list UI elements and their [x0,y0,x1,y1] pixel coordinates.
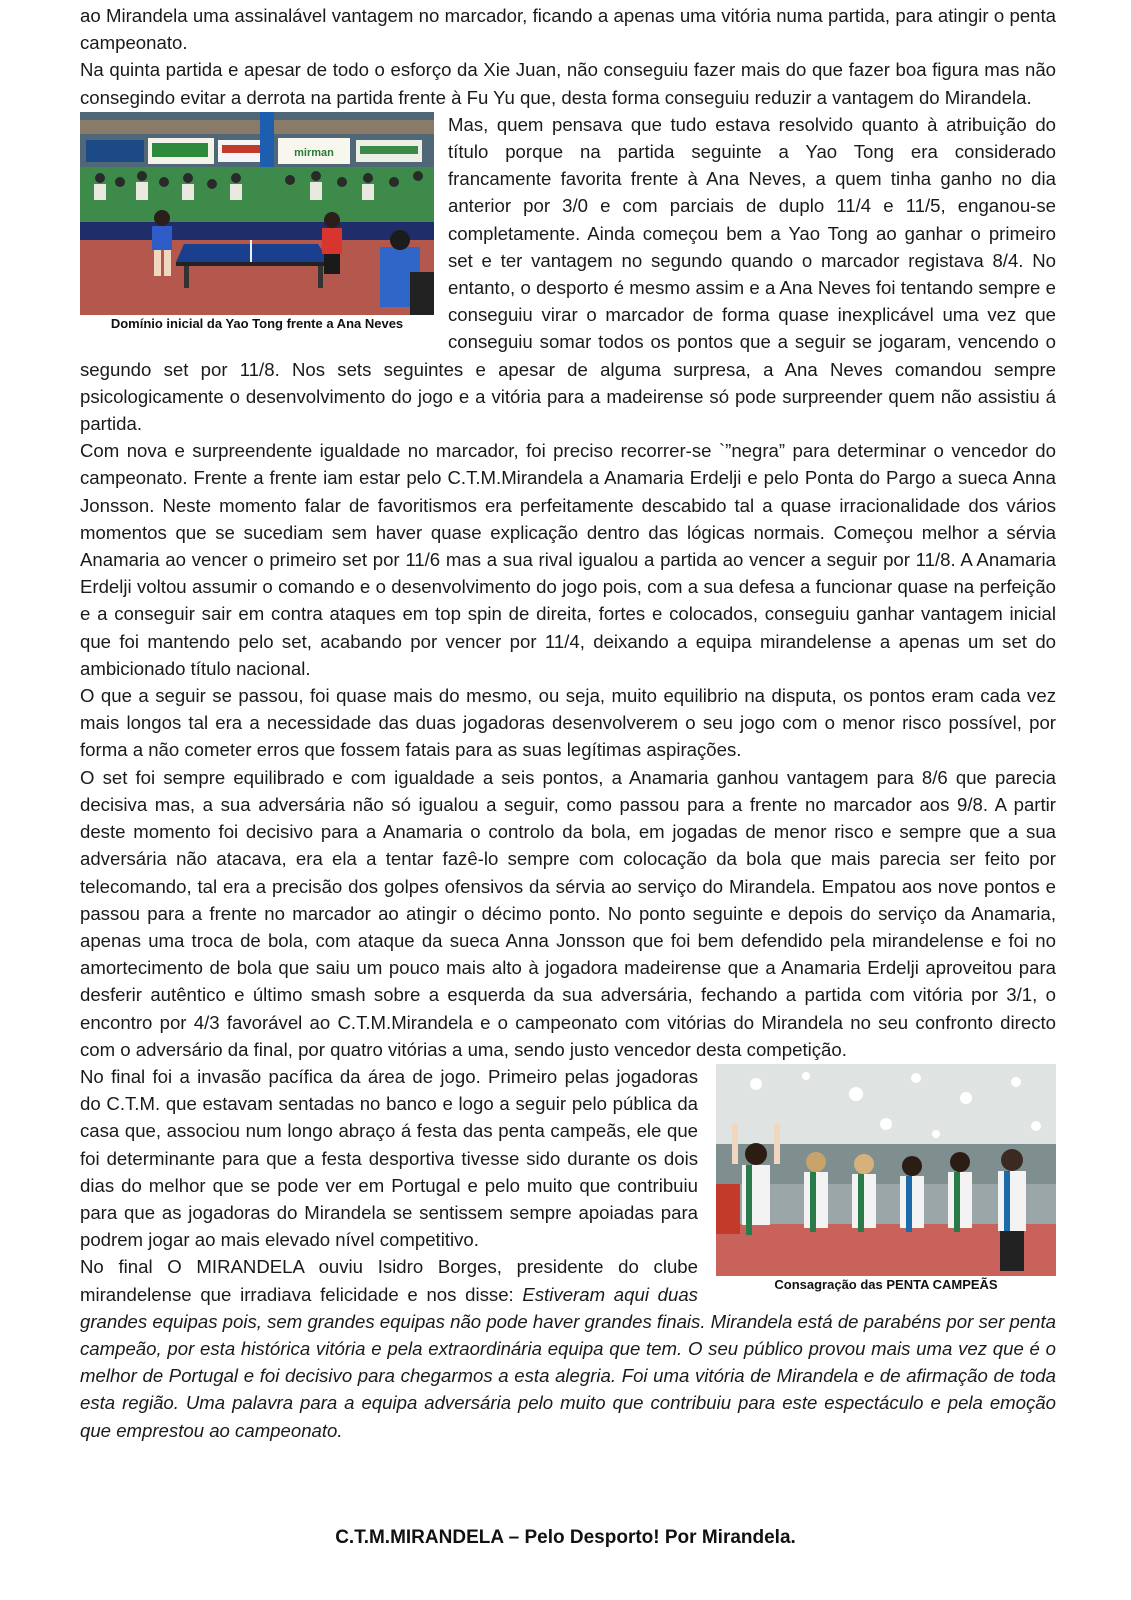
paragraph-4: Com nova e surpreendente igualdade no marcador, foi preciso recorrer-se `”negra” para determinar o vencedor do campeonato. Frente a frente iam estar pelo C.T.M.Mirandela a Anamaria Erdelji e pelo Ponta do Pargo a sueca Anna Jonsson. Neste momento falar de favoritismos era perfeitamente descabido tal a quase irracionalidade dos vários momentos que se sucediam sem haver quase explicação dentro das lógicas normais. Começou melhor a sérvia Anamaria ao vencer o primeiro set por 11/6 mas a sua rival igualou a partida ao vencer a seguir por 11/8. A Anamaria Erdelji voltou assumir o comando e o desenvolvimento do jogo pois, com a sua defesa a funcionar quase na perfeição e a conseguir sair em contra ataques em top spin de direita, fortes e colocados, conseguiu ganhar vantagem inicial que foi mantendo pelo set, acabando por vencer por 11/4, deixando a equipa mirandelense a apenas um set do ambicionado título nacional. [80,440,1056,679]
paragraph-3: Mas, quem pensava que tudo estava resolvido quanto à atribuição do título porque na partida seguinte a Yao Tong era considerado francamente favorita frente à Ana Neves, a quem tinha ganho no dia anterior por 3/0 e com parciais de duplo 11/4 e 11/5, enganou-se completamente. Ainda começou bem a Yao Tong ao ganhar o primeiro set e ter vantagem no segundo quando o marcador registava 8/4. No entanto, o desporto é mesmo assim e a Ana Neves foi tentando sempre e conseguiu virar o marcador de forma quase inexplicável uma vez que conseguiu somar todos os pontos que a seguir se jogaram, vencendo o segundo set por 11/8. Nos sets seguintes e apesar de alguma surpresa, a Ana Neves comandou sempre psicologicamente o desenvolvimento do jogo e a vitória para a madeirense só pode surpreender quem não assistiu á partida. [80,113,1056,435]
paragraph-1: ao Mirandela uma assinalável vantagem no marcador, ficando a apenas uma vitória numa partida, para atingir o penta campeonato. [80,5,1056,54]
photo1-caption: Domínio inicial da Yao Tong frente a Ana Neves [110,315,404,331]
footer-slogan: C.T.M.MIRANDELA – Pelo Desporto! Por Mirandela. [335,1527,796,1548]
paragraph-6-text: O set foi sempre equilibrado e com igualdade a seis pontos, a Anamaria ganhou vantagem para 8/6 que parecia decisiva mas, a sua adversária não só igualou a seguir, como passou para a frente no marcador aos 9/8. A partir deste momento foi decisivo para a Anamaria o controlo da bola, em jogadas de menor risco e sempre que a sua adversária não atacava, era ela a tentar fazê-lo sempre com colocação da bola que mais parecia ser feito por telecomando, tal era a precisão dos golpes ofensivos da sérvia ao serviço do Mirandela. Empatou aos nove pontos e passou para a frente no marcador ao atingir o décimo ponto. No ponto seguinte e depois do serviço da Anamaria, apenas uma troca de bola, com ataque da sueca Anna Jonsson que foi bem defendido pela mirandelense e foi no amortecimento de bola que saiu um pouco mais alto à jogadora madeirense que a Anamaria Erdelji aproveitou para desferir autêntico e último smash sobre a esquerda da sua adversária, fechando a partida com vitória por 3/1, o encontro por 4/3 favorável ao C.T.M.Mirandela e o campeonato com vitórias do Mirandela no seu confronto directo com o adversário da final, por quatro vitórias a uma, sendo justo vencedor desta competição. [80,766,1056,1060]
figure-match-photo [80,112,434,333]
photo2-caption: Consagração das PENTA CAMPEÃS [774,1276,998,1292]
paragraph-2-text: Na quinta partida e apesar de todo o esforço da Xie Juan, não conseguiu fazer mais do que fazer boa figura mas não consegindo evitar a derrota na partida frente à Fu Yu que, desta forma conseguiu reduzir a vantagem do Mirandela. [80,59,1056,108]
article-body [80,2,1056,1444]
paragraph-7: No final foi a invasão pacífica da área de jogo. Primeiro pelas jogadoras do C.T.M. que estavam sentadas no banco e logo a seguir pelo pública da casa que, associou num longo abraço á festa das penta campeãs, ele que foi determinante para que a festa desportiva tivesse sido durante os dois dias do melhor que se pode ver em Portugal e pelo muito que contribuiu para que as jogadoras do Mirandela se sentissem sempre apoiadas para podrem jogar ao mais elevado nível competitivo. [80,1065,698,1251]
paragraph-6 [80,764,1056,1063]
paragraph-2 [80,56,1056,110]
paragraph-8-intro: No final O MIRANDELA ouviu Isidro Borges, presidente do clube mirandelense que irradiava felicidade e nos disse: [80,1256,698,1305]
president-quote: Estiveram aqui duas grandes equipas pois, sem grandes equipas não pode haver grandes finais. Mirandela está de parabéns por ser penta campeão, por esta histórica vitória e pela extraordinária equipa que tem. O seu público provou mais uma vez que é o melhor de Portugal e foi decisivo para chegarmos a esta alegria. Foi uma vitória de Mirandela e de afirmação de toda esta região. Uma palavra para a equipa adversária pelo muito que contribuiu para este espectáculo e pela emoção que emprestou ao campeonato. [80,1283,1056,1441]
match-photo [80,112,434,315]
banner-text: mirman [294,146,334,159]
figure-celebration-photo [716,1064,1056,1294]
celebration-photo [716,1064,1056,1276]
paragraph-5: O que a seguir se passou, foi quase mais do mesmo, ou seja, muito equilibrio na disputa, os pontos eram cada vez mais longos tal era a necessidade das duas jogadoras desenvolverem o seu jogo com o menor risco possível, por forma a não cometer erros que fossem fatais para as suas legítimas aspirações. [80,685,1056,761]
